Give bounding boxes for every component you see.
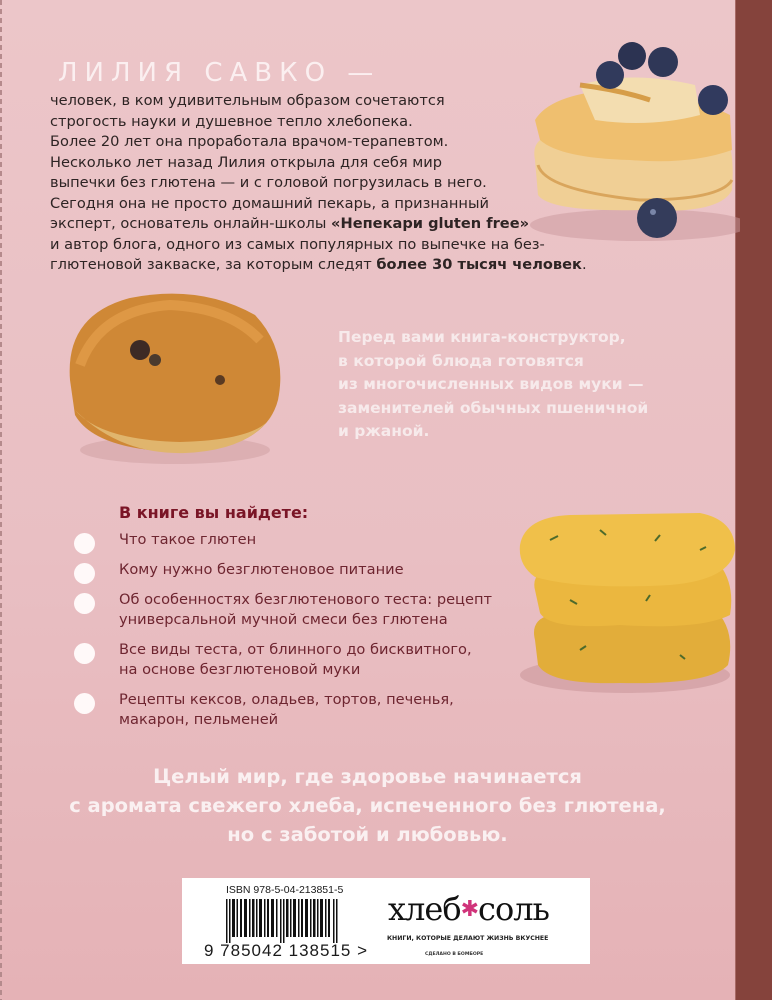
circle-bullet-icon (74, 643, 95, 664)
page-edge-dashes (0, 0, 2, 1000)
intro-line: Перед вами книга-конструктор, (338, 328, 626, 346)
contents-list (74, 530, 514, 740)
bio-line: строгость науки и душевное тепло хлебопека. (50, 112, 413, 130)
closing-slogan (0, 762, 735, 849)
list-item: Кому нужно безглютеновое питание (74, 560, 514, 580)
list-item: Рецепты кексов, оладьев, тортов, печенья, макарон, пельменей (74, 690, 514, 730)
book-spine (735, 0, 772, 1000)
barcode-digits: 9 785042 138515 > (204, 941, 369, 960)
circle-bullet-icon (74, 533, 95, 554)
circle-bullet-icon (74, 593, 95, 614)
book-intro (338, 326, 698, 444)
author-name-heading: ЛИЛИЯ САВКО — (58, 58, 381, 88)
bio-line: Несколько лет назад Лилия открыла для себя мир (50, 153, 443, 171)
publisher-logo: хлеб✱соль (388, 890, 549, 928)
intro-line: и ржаной. (338, 422, 430, 440)
slogan-line: Целый мир, где здоровье начинается (153, 765, 582, 788)
circle-bullet-icon (74, 693, 95, 714)
followers-count: более 30 тысяч человек (376, 256, 582, 273)
flower-star-icon: ✱ (460, 897, 479, 922)
barcode-panel (182, 878, 590, 964)
raisin-bun-photo (60, 290, 290, 470)
barcode-icon (226, 899, 338, 943)
publisher-tagline: КНИГИ, КОТОРЫЕ ДЕЛАЮТ ЖИЗНЬ ВКУСНЕЕ (387, 935, 549, 942)
intro-line: в которой блюда готовятся (338, 351, 584, 370)
bio-line: эксперт, основатель онлайн-школы «Непекари gluten free» (50, 215, 530, 232)
list-item: Все виды теста, от блинного до бисквитного, на основе безглютеновой муки (74, 640, 514, 680)
list-item: Об особенностях безглютенового теста: рецепт универсальной мучной смеси без глютена (74, 590, 514, 630)
contents-heading: В книге вы найдете: (119, 503, 309, 522)
bio-line: и автор блога, одного из самых популярных по выпечке на без- (50, 235, 545, 253)
bio-line: выпечки без глютена — и с головой погрузилась в него. (50, 174, 487, 191)
bio-line: глютеновой закваске, за которым следят более 30 тысяч человек. (50, 256, 587, 273)
bio-line: Более 20 лет она проработала врачом-терапевтом. (50, 133, 449, 150)
herb-waffle-fritters-photo (510, 505, 738, 695)
publisher-made-in: СДЕЛАНО В БОМБОРЕ (425, 952, 484, 957)
intro-line: заменителей обычных пшеничной (338, 398, 649, 417)
author-bio (50, 91, 595, 276)
intro-line: из многочисленных видов муки — (338, 375, 644, 393)
list-item: Что такое глютен (74, 530, 514, 550)
isbn-label: ISBN 978-5-04-213851-5 (226, 884, 344, 896)
bio-line: Сегодня она не просто домашний пекарь, а признанный (50, 194, 489, 212)
school-name: «Непекари gluten free» (331, 215, 530, 232)
slogan-line: с аромата свежего хлеба, испеченного без глютена, (69, 794, 666, 817)
circle-bullet-icon (74, 563, 95, 584)
bio-line: человек, в ком удивительным образом сочетаются (50, 92, 445, 109)
slogan-line: но с заботой и любовью. (227, 823, 508, 846)
